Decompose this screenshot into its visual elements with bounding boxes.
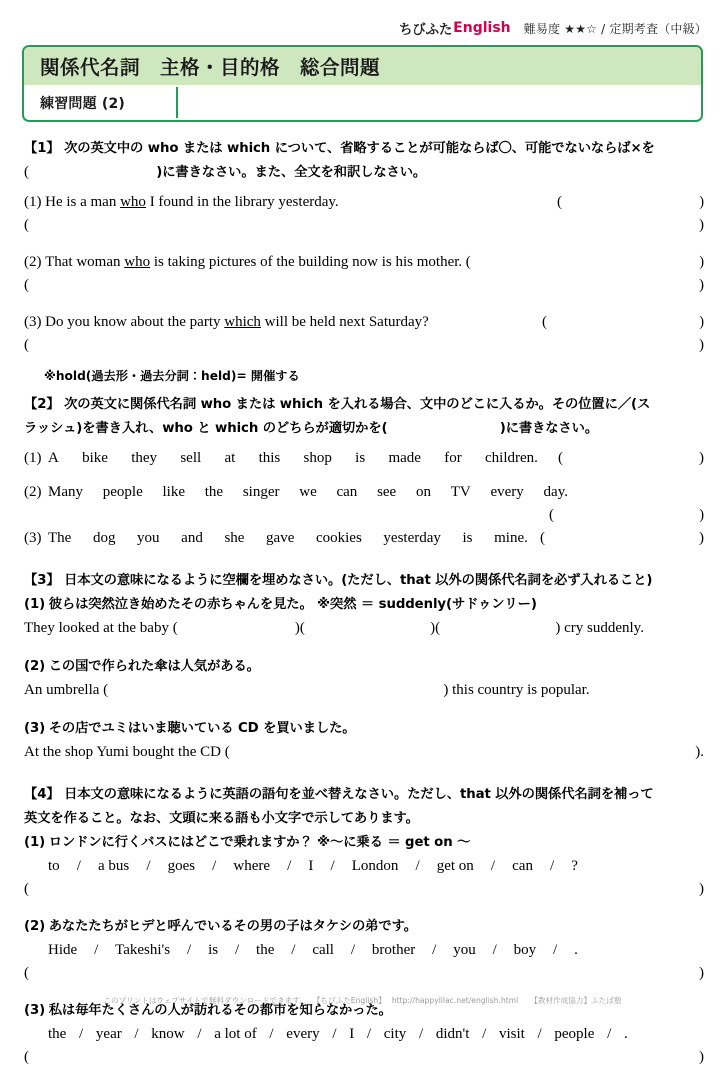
q3-item-3-answer-row[interactable]	[24, 740, 704, 764]
q4-item-1-answer-open: (	[24, 881, 29, 897]
q4-item-3-japanese: 私は毎年たくさんの人が訪れるその都市を知らなかった。	[48, 1003, 392, 1018]
q3-item-1-answer-mid1: )(	[294, 620, 305, 636]
q4-item-1-number: (1)	[24, 835, 46, 850]
q4-item-1-words	[48, 854, 578, 878]
q2-item-2	[24, 480, 704, 504]
q1-item-2	[24, 250, 704, 274]
word: is	[355, 450, 366, 466]
word: yesterday	[383, 530, 441, 546]
word-separator: /	[187, 942, 192, 958]
word: ?	[571, 858, 578, 874]
page-title: 関係代名詞 主格・目的格 総合問題	[40, 56, 381, 79]
word: Many	[48, 484, 83, 500]
word: every	[490, 484, 524, 500]
word: is	[462, 530, 473, 546]
word: people	[102, 484, 143, 500]
word-separator: /	[415, 858, 420, 874]
q2-item-3-number: (3)	[24, 530, 42, 546]
word: every	[286, 1026, 320, 1042]
word: visit	[498, 1026, 525, 1042]
word-separator: /	[197, 1026, 202, 1042]
q1-item-2-number: (2)	[24, 254, 42, 270]
q1-heading-line1	[24, 136, 704, 160]
word-separator: /	[482, 1026, 487, 1042]
q3-item-3-answer-suffix: ).	[695, 744, 704, 760]
brand-name-jp: ちびふた	[398, 22, 453, 38]
q3-heading-text: 【3】 日本文の意味になるように空欄を埋めなさい。(ただし、that 以外の関係代名詞を必ず入れること)	[24, 573, 653, 588]
q3-item-1-answer-prefix: They looked at the baby (	[24, 620, 178, 636]
word: TV	[450, 484, 471, 500]
q1-item-2-sentence-post: is taking pictures of the building now is his mother.	[150, 254, 463, 270]
q1-item-1-number: (1)	[24, 194, 42, 210]
word: cookies	[315, 530, 362, 546]
word: people	[554, 1026, 595, 1042]
q4-item-2-answer-open: (	[24, 965, 29, 981]
q4-item-1-japanese: ロンドンに行くバスにはどこで乗れますか？ ※～に乗る ＝ get on ～	[48, 835, 471, 850]
word: and	[181, 530, 203, 546]
word-separator: /	[291, 942, 296, 958]
q2-item-2-answer-row[interactable]	[24, 504, 704, 526]
q1-item-3-translation-open: (	[24, 337, 29, 353]
q1-item-3	[24, 310, 704, 334]
q3-item-1-answer-row[interactable]	[24, 616, 704, 640]
word-separator: /	[212, 858, 217, 874]
word: boy	[513, 942, 537, 958]
q3-heading	[24, 568, 704, 592]
word-separator: /	[550, 858, 555, 874]
word: this	[258, 450, 281, 466]
word: bike	[82, 450, 108, 466]
q3-item-1-japanese-row	[24, 592, 704, 616]
q1-item-1-underlined-word: who	[120, 194, 146, 210]
q4-item-2-words	[48, 938, 578, 962]
word: mine.	[494, 530, 528, 546]
q2-heading-line2-a: ラッシュ)を書き入れ、who と which のどちらが適切かを(	[24, 421, 388, 436]
q3-item-2-number: (2)	[24, 659, 46, 674]
word: brother	[371, 942, 416, 958]
word: where	[233, 858, 271, 874]
word-separator: /	[490, 858, 496, 874]
q2-item-2-words	[48, 480, 568, 504]
word-separator: /	[332, 1026, 337, 1042]
word-separator: /	[607, 1026, 612, 1042]
word: know	[151, 1026, 185, 1042]
q2-item-1-answer-open: (	[558, 450, 563, 466]
word: city	[383, 1026, 407, 1042]
q4-item-3-words-row	[24, 1022, 704, 1046]
q1-item-2-translation-open: (	[24, 277, 29, 293]
q2-item-1-words	[48, 446, 538, 470]
word: Hide	[48, 942, 78, 958]
q3-item-1-japanese: 彼らは突然泣き始めたその赤ちゃんを見た。 ※突然 ＝ suddenly(サドゥンリー)	[48, 597, 537, 612]
footer-download-note: このプリントはウェブサイトで無料ダウンロードできます。	[103, 996, 307, 1005]
section-q4	[24, 782, 704, 1068]
word: the	[256, 942, 275, 958]
q4-item-2-japanese-row	[24, 914, 704, 938]
q2-heading-line1	[24, 392, 704, 416]
section-q2	[24, 392, 704, 550]
q1-item-3-translation-close: )	[699, 337, 704, 353]
word: a bus	[98, 858, 130, 874]
word-separator: /	[330, 858, 335, 874]
q1-item-3-underlined-word: which	[224, 314, 261, 330]
q2-item-3	[24, 526, 704, 550]
q4-item-2-words-row	[24, 938, 704, 962]
q4-heading-line1-text: 【4】 日本文の意味になるように英語の語句を並べ替えなさい。ただし、that 以外の関係代名詞を補って	[24, 787, 654, 802]
word: A	[48, 450, 59, 466]
q1-item-2-answer-close[interactable]: )	[699, 254, 704, 270]
q1-item-2-translation-row[interactable]	[24, 274, 704, 296]
word: get on	[436, 858, 474, 874]
q4-item-3-words	[48, 1022, 628, 1046]
q4-item-1-answer-row[interactable]	[24, 878, 704, 900]
q4-item-2-number: (2)	[24, 919, 46, 934]
q1-item-3-number: (3)	[24, 314, 42, 330]
word-separator: /	[537, 1026, 542, 1042]
word: call	[312, 942, 334, 958]
q3-item-3-number: (3)	[24, 721, 46, 736]
q3-item-3-japanese-row	[24, 716, 704, 740]
word: made	[388, 450, 421, 466]
word: you	[137, 530, 160, 546]
word: can	[336, 484, 358, 500]
q2-item-2-answer-open: (	[549, 507, 554, 523]
word-separator: /	[418, 1026, 424, 1042]
q1-item-3-answer-open: (	[542, 314, 547, 330]
word: is	[208, 942, 219, 958]
subtitle-divider	[176, 87, 178, 118]
word-separator: /	[94, 942, 99, 958]
q3-item-2-answer-prefix: An umbrella (	[24, 682, 109, 698]
q1-item-1-translation-close: )	[699, 217, 704, 233]
q1-item-2-translation-close: )	[699, 277, 704, 293]
footer-credit: 【教材作成協力】ふたば塾	[530, 996, 622, 1005]
q1-item-3-answer-close[interactable]: )	[699, 314, 704, 330]
q4-item-3-answer-row[interactable]	[24, 1046, 704, 1068]
word: can	[512, 858, 533, 874]
word: the	[204, 484, 224, 500]
word: like	[162, 484, 185, 500]
word-separator: /	[492, 942, 497, 958]
word-separator: /	[432, 942, 437, 958]
q3-item-2-japanese: この国で作られた傘は人気がある。	[48, 659, 260, 674]
word: on	[415, 484, 431, 500]
word-separator: /	[76, 858, 81, 874]
q1-item-3-translation-row[interactable]	[24, 334, 704, 356]
word: we	[299, 484, 317, 500]
page-subtitle: 練習問題 (2)	[40, 95, 126, 112]
q3-item-1-answer-suffix: ) cry suddenly.	[555, 620, 644, 636]
title-band	[24, 47, 701, 85]
q4-item-3-number: (3)	[24, 1003, 46, 1018]
word: The	[48, 530, 72, 546]
q4-item-1-words-row	[24, 854, 704, 878]
q3-item-1-number: (1)	[24, 597, 46, 612]
word-separator: /	[146, 858, 151, 874]
word-separator: /	[366, 1026, 372, 1042]
q2-heading-line2-b: )に書きなさい。	[499, 421, 599, 436]
subtitle-row	[24, 85, 701, 120]
word: London	[351, 858, 399, 874]
q1-item-1-translation-open: (	[24, 217, 29, 233]
page-footer	[0, 995, 725, 1006]
brand-header	[0, 17, 725, 39]
q1-item-2-answer-open: (	[465, 254, 471, 270]
q1-item-3-sentence-pre: Do you know about the party	[45, 314, 225, 330]
word: shop	[303, 450, 332, 466]
word: see	[377, 484, 397, 500]
section-q3	[24, 568, 704, 764]
word-separator: /	[234, 942, 240, 958]
q2-item-3-answer-close[interactable]: )	[699, 530, 704, 546]
q3-item-1-answer-mid2: )(	[430, 620, 441, 636]
q1-item-1-sentence-post: I found in the library yesterday.	[145, 194, 339, 210]
q3-item-2-answer-suffix: ) this country is popular.	[443, 682, 590, 698]
word-separator: /	[287, 858, 292, 874]
q3-item-3-answer-prefix: At the shop Yumi bought the CD (	[24, 744, 230, 760]
word-separator: /	[134, 1026, 139, 1042]
q1-heading-line1-text: 【1】 次の英文中の who または which について、省略することが可能ならば〇、可能でないならば×を	[24, 141, 655, 156]
q3-item-2-japanese-row	[24, 654, 704, 678]
word: to	[48, 858, 60, 874]
word: children.	[485, 450, 538, 466]
q1-item-1-sentence-pre: He is a man	[45, 194, 121, 210]
word-separator: /	[350, 942, 356, 958]
word-separator: /	[79, 1026, 84, 1042]
q1-heading-blank-open: (	[24, 164, 29, 180]
word: didn't	[435, 1026, 470, 1042]
q2-item-3-words	[48, 526, 528, 550]
word: you	[453, 942, 476, 958]
worksheet-title-box	[22, 45, 703, 122]
word: .	[623, 1026, 628, 1042]
word: dog	[92, 530, 116, 546]
q1-item-1-answer-open: (	[557, 194, 562, 210]
q1-heading-line2	[24, 160, 704, 184]
q1-item-1-answer-close[interactable]: )	[699, 194, 704, 210]
word-separator: /	[269, 1026, 274, 1042]
word: Takeshi's	[115, 942, 171, 958]
q1-item-2-underlined-word: who	[124, 254, 151, 270]
word: gave	[266, 530, 295, 546]
q4-heading-line2-text: 英文を作ること。なお、文頭に来る語も小文字で示してあります。	[24, 811, 419, 826]
q4-item-2-answer-close: )	[699, 965, 704, 981]
worksheet-body	[24, 136, 704, 1068]
q1-item-1-translation-row[interactable]	[24, 214, 704, 236]
word: a lot of	[214, 1026, 257, 1042]
word: she	[224, 530, 245, 546]
word: day.	[543, 484, 568, 500]
q4-heading-line2	[24, 806, 704, 830]
q2-item-1-number: (1)	[24, 450, 42, 466]
footer-url[interactable]: http://happylilac.net/english.html	[391, 996, 519, 1005]
q3-item-3-japanese: その店でユミはいま聴いている CD を買いました。	[48, 721, 356, 736]
word: I	[349, 1026, 355, 1042]
q1-item-2-sentence-pre: That woman	[45, 254, 125, 270]
word: .	[574, 942, 578, 958]
q1-note-row	[24, 366, 704, 386]
q2-heading-line1-text: 【2】 次の英文に関係代名詞 who または which を入れる場合、文中のどこに入るか。その位置に／(ス	[24, 397, 651, 412]
q4-item-1-answer-close: )	[699, 881, 704, 897]
word-separator: /	[553, 942, 558, 958]
q4-heading-line1	[24, 782, 704, 806]
word: singer	[242, 484, 280, 500]
q1-note: ※hold(過去形・過去分詞：held)= 開催する	[44, 369, 300, 383]
q3-item-2-answer-row[interactable]	[24, 678, 704, 702]
word: I	[308, 858, 314, 874]
difficulty-label: 難易度 ★★☆ / 定期考査（中級）	[523, 21, 707, 36]
word: at	[224, 450, 236, 466]
q1-item-3-sentence-post: will be held next Saturday?	[260, 314, 429, 330]
q4-item-2-japanese: あなたたちがヒデと呼んでいるその男の子はタケシの弟です。	[48, 919, 417, 934]
word: goes	[167, 858, 196, 874]
brand-name-en: English	[453, 20, 511, 36]
q2-item-1	[24, 446, 704, 470]
q4-item-3-answer-open: (	[24, 1049, 29, 1065]
q4-item-2-answer-row[interactable]	[24, 962, 704, 984]
q4-item-3-answer-close: )	[699, 1049, 704, 1065]
word: for	[444, 450, 462, 466]
word: sell	[180, 450, 202, 466]
word: the	[48, 1026, 67, 1042]
q1-item-1	[24, 190, 704, 214]
q4-item-1-japanese-row	[24, 830, 704, 854]
word: they	[131, 450, 158, 466]
q2-item-1-answer-close[interactable]: )	[699, 450, 704, 466]
footer-site-name: 【ちびふたEnglish】	[312, 996, 386, 1005]
word: year	[95, 1026, 122, 1042]
q2-heading-line2	[24, 416, 704, 440]
section-q1	[24, 136, 704, 386]
q2-item-2-answer-close: )	[699, 507, 704, 523]
q2-item-2-number: (2)	[24, 484, 42, 500]
q2-item-3-answer-open: (	[540, 530, 545, 546]
q1-heading-line2-text: )に書きなさい。また、全文を和訳しなさい。	[156, 165, 427, 180]
